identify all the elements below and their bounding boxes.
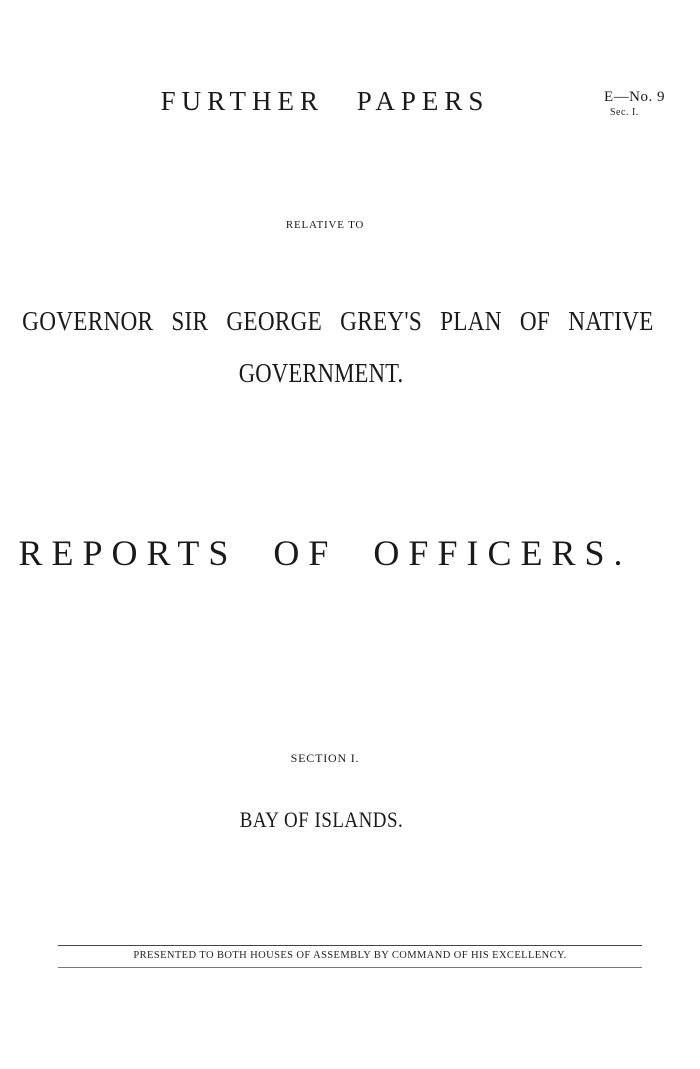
document-heading: FURTHER PAPERS bbox=[160, 86, 490, 116]
section-number: SECTION I. bbox=[290, 751, 360, 765]
relative-to-text: RELATIVE TO bbox=[285, 219, 365, 231]
footer-rule-top bbox=[58, 945, 642, 946]
paper-section: Sec. I. bbox=[610, 107, 639, 118]
paper-number: E—No. 9 bbox=[604, 89, 665, 105]
district-name: BAY OF ISLANDS. bbox=[239, 807, 404, 832]
main-heading: REPORTS OF OFFICERS. bbox=[18, 533, 632, 573]
presented-statement: PRESENTED TO BOTH HOUSES OF ASSEMBLY BY COMMAND OF HIS EXCELLENCY. bbox=[133, 950, 567, 961]
subject-line-1: GOVERNOR SIR GEORGE GREY'S PLAN OF NATIVE bbox=[22, 306, 654, 336]
footer-rule-bottom bbox=[58, 967, 642, 968]
subject-line-2: GOVERNMENT. bbox=[238, 358, 404, 388]
